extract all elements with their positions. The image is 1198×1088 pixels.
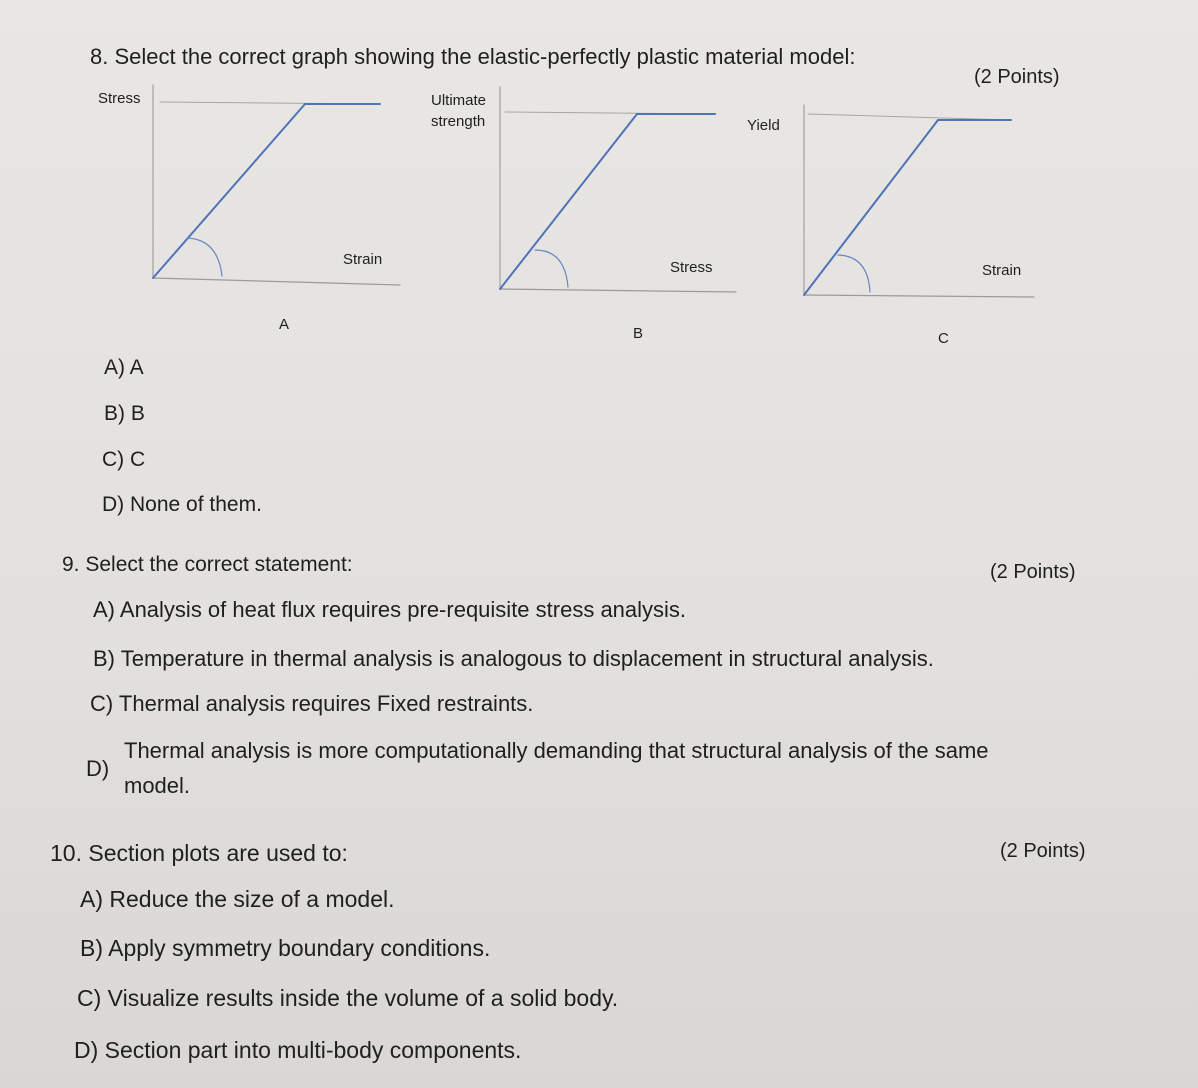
q8-option-a[interactable]: A) A bbox=[104, 356, 144, 379]
q10-option-c[interactable]: C) Visualize results inside the volume of a solid body. bbox=[77, 985, 619, 1011]
q9-option-b[interactable]: B) Temperature in thermal analysis is analogous to displacement in structural analysis. bbox=[93, 646, 934, 671]
q9-option-d-line1[interactable]: Thermal analysis is more computationally demanding that structural analysis of the same bbox=[124, 738, 989, 763]
q9-option-c[interactable]: C) Thermal analysis requires Fixed restraints. bbox=[90, 691, 534, 716]
question-9-title: 9. Select the correct statement: bbox=[62, 553, 353, 576]
question-10-title: 10. Section plots are used to: bbox=[50, 840, 348, 866]
graph-c-x-axis bbox=[804, 295, 1034, 297]
q10-option-b[interactable]: B) Apply symmetry boundary conditions. bbox=[80, 935, 491, 961]
q10-option-a[interactable]: A) Reduce the size of a model. bbox=[80, 886, 395, 912]
graph-b-slope-arc bbox=[535, 250, 568, 287]
graph-c-caption: C bbox=[938, 330, 949, 347]
graph-a-y-label: Stress bbox=[98, 90, 141, 107]
graph-a-caption: A bbox=[279, 316, 290, 333]
graph-b-caption: B bbox=[633, 325, 644, 342]
q8-option-b[interactable]: B) B bbox=[104, 402, 145, 425]
q8-option-d[interactable]: D) None of them. bbox=[102, 493, 262, 516]
graph-a-elastic-line bbox=[153, 104, 305, 278]
graph-b-elastic-line bbox=[500, 114, 637, 289]
graph-b-x-label: Stress bbox=[670, 259, 713, 276]
graph-c-y-label: Yield bbox=[747, 117, 780, 134]
graph-a-x-axis bbox=[153, 278, 400, 285]
graph-c-slope-arc bbox=[838, 255, 870, 292]
graph-a-slope-arc bbox=[188, 238, 222, 276]
question-9-points: (2 Points) bbox=[990, 561, 1076, 583]
question-10-points: (2 Points) bbox=[1000, 840, 1086, 862]
graph-b-y-label: Ultimate strength bbox=[431, 92, 487, 130]
question-8-points: (2 Points) bbox=[974, 66, 1060, 88]
q9-option-a[interactable]: A) Analysis of heat flux requires pre-requisite stress analysis. bbox=[93, 597, 687, 622]
q9-option-d-line2[interactable]: model. bbox=[124, 773, 191, 798]
graph-c-elastic-line bbox=[804, 120, 938, 295]
question-8-title: 8. Select the correct graph showing the elastic-perfectly plastic material model: bbox=[90, 44, 856, 69]
q10-option-d[interactable]: D) Section part into multi-body components. bbox=[74, 1037, 522, 1063]
graph-a-x-label: Strain bbox=[343, 251, 383, 268]
q8-option-c[interactable]: C) C bbox=[102, 448, 146, 471]
q9-option-d-marker[interactable]: D) bbox=[86, 756, 110, 781]
graph-b-x-axis bbox=[500, 289, 736, 292]
graph-c-x-label: Strain bbox=[982, 262, 1022, 279]
